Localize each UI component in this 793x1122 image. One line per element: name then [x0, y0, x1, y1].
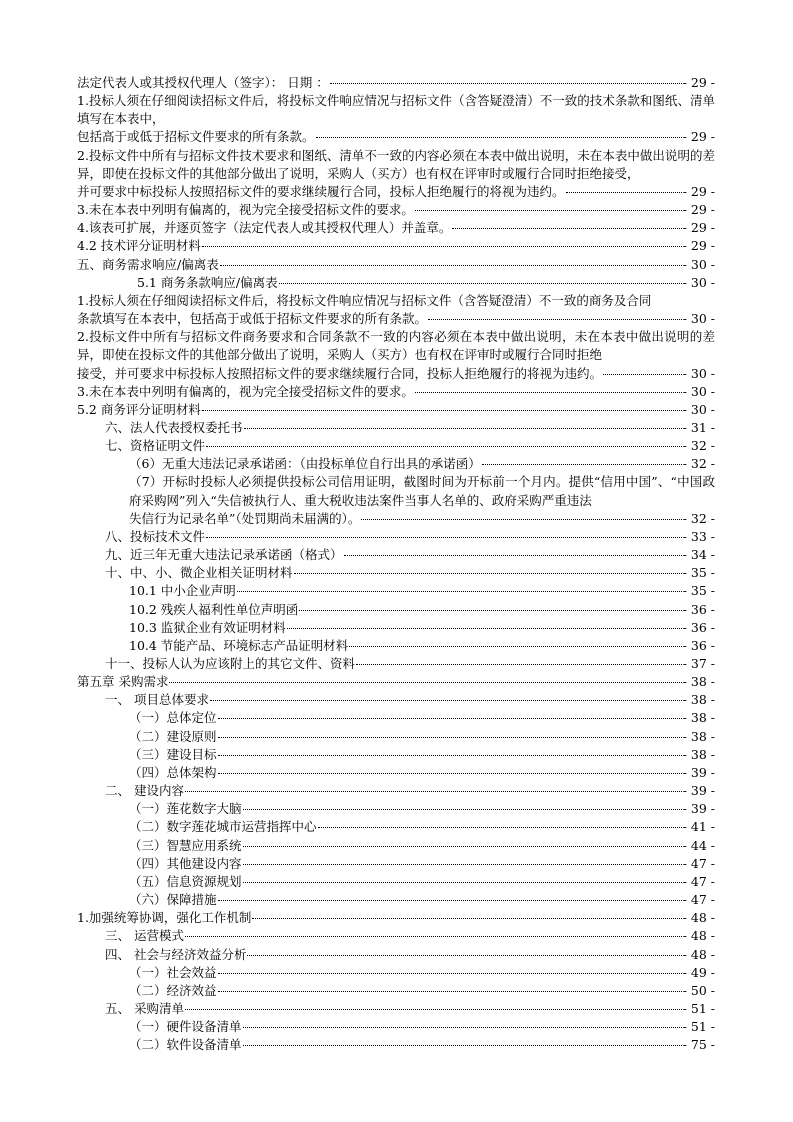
toc-entry-text: （二）经济效益 [129, 982, 217, 998]
toc-entry-text: （二）软件设备清单 [129, 1037, 242, 1053]
toc-page-number: - 31 - [682, 419, 715, 435]
toc-entry[interactable] [77, 74, 715, 92]
dot-leader [169, 682, 681, 683]
toc-entry-text: 10.2 残疾人福利性单位声明函 [129, 601, 299, 617]
toc-page-number: - 47 - [682, 892, 715, 908]
toc-entry[interactable] [77, 1000, 715, 1018]
toc-entry[interactable] [77, 92, 715, 146]
dot-leader [349, 646, 681, 647]
dot-leader [299, 610, 681, 611]
toc-entry[interactable] [77, 673, 715, 691]
toc-entry-text: 包括高于或低于招标文件要求的所有条款。 [77, 129, 315, 145]
dot-leader [428, 319, 682, 320]
toc-entry[interactable] [77, 728, 715, 746]
dot-leader [566, 192, 682, 193]
toc-entry-text: （一）硬件设备清单 [129, 1019, 242, 1035]
dot-leader [356, 664, 682, 665]
toc-entry-text-continued: 1.投标人须在仔细阅读招标文件后，将投标文件响应情况与招标文件（含答疑澄清）不一致的商务及合同 [77, 292, 652, 308]
toc-page-number: - 33 - [682, 528, 715, 544]
toc-entry-text: 5.2 商务评分证明材料 [77, 401, 201, 417]
toc-entry-text-continued: 2.投标文件中所有与招标文件商务要求和合同条款不一致的内容必须在本表中做出说明，未在本表中做出说明的差异，即使在投标文件的其他部分做出了说明，采购人（买方）也有权在评审时或履行合同时拒绝 [77, 329, 715, 363]
toc-entry-text: 条款填写在本表中，包括高于或低于招标文件要求的所有条款。 [77, 311, 428, 327]
toc-entry[interactable] [77, 764, 715, 782]
toc-page-number: - 41 - [682, 819, 715, 835]
toc-entry-text: （五）信息资源规划 [129, 873, 242, 889]
toc-page-number: - 36 - [682, 601, 715, 617]
toc-page-number: - 50 - [682, 982, 715, 998]
dot-leader [243, 864, 682, 865]
toc-entry[interactable] [77, 219, 715, 237]
toc-entry[interactable] [77, 455, 715, 473]
dot-leader [415, 392, 682, 393]
toc-page-number: - 75 - [682, 1037, 715, 1053]
toc-page-number: - 49 - [682, 964, 715, 980]
dot-leader [330, 83, 682, 84]
toc-entry[interactable] [77, 528, 715, 546]
toc-entry-text: （四）总体架构 [129, 764, 217, 780]
toc-entry-text: （一）社会效益 [129, 964, 217, 980]
toc-page-number: - 32 - [682, 438, 715, 454]
toc-entry[interactable] [77, 601, 715, 619]
toc-page-number: - 30 - [682, 383, 715, 399]
toc-page-number: - 29 - [682, 238, 715, 254]
toc-page-number: - 48 - [682, 928, 715, 944]
toc-page-number: - 47 - [682, 873, 715, 889]
dot-leader [218, 973, 682, 974]
toc-page-number: - 30 - [682, 256, 715, 272]
dot-leader [218, 718, 682, 719]
toc-page-number: - 36 - [682, 637, 715, 653]
toc-entry-text: 十一、投标人认为应该附上的其它文件、资料 [105, 656, 356, 671]
toc-page-number: - 39 - [682, 801, 715, 817]
dot-leader [243, 846, 682, 847]
dot-leader [415, 210, 682, 211]
toc-page-number: - 30 - [682, 365, 715, 381]
toc-entry[interactable] [77, 927, 715, 945]
dot-leader [243, 1027, 682, 1028]
toc-entry[interactable] [77, 818, 715, 836]
dot-leader [318, 827, 682, 828]
dot-leader [218, 755, 682, 756]
toc-entry[interactable] [77, 637, 715, 655]
toc-entry-text: 4.该表可扩展，并逐页签字（法定代表人或其授权代理人）并盖章。 [77, 220, 452, 236]
toc-entry-text: （二）数字莲花城市运营指挥中心 [129, 819, 317, 835]
dot-leader [603, 374, 682, 375]
toc-entry[interactable] [77, 401, 715, 419]
toc-page-number: - 32 - [682, 456, 715, 472]
toc-page-number: - 38 - [682, 746, 715, 762]
toc-page-number: - 37 - [682, 656, 715, 671]
dot-leader [185, 1009, 682, 1010]
toc-entry[interactable] [77, 1036, 715, 1054]
toc-entry[interactable] [77, 437, 715, 455]
toc-page-number: - 38 - [682, 674, 715, 690]
toc-entry-text: （四）其他建设内容 [129, 855, 242, 871]
toc-entry[interactable] [77, 546, 715, 564]
toc-page-number: - 29 - [682, 183, 715, 199]
toc-entry-text: 第五章 采购需求 [77, 674, 169, 690]
toc-entry-text: 一、 项目总体要求 [105, 692, 209, 708]
toc-entry-text: （二）建设原则 [129, 728, 217, 744]
toc-page-number: - 29 - [682, 220, 715, 236]
toc-entry[interactable] [77, 782, 715, 800]
toc-page-number: - 48 - [682, 910, 715, 926]
toc-entry-text: （6）无重大违法记录承诺函：（由投标单位自行出具的承诺函） [129, 456, 481, 472]
toc-page-number: - 30 - [682, 274, 715, 290]
dot-leader [482, 464, 682, 465]
toc-entry[interactable] [77, 564, 715, 582]
toc-page-number: - 39 - [682, 783, 715, 799]
toc-entry[interactable] [77, 691, 715, 709]
toc-page-number: - 38 - [682, 728, 715, 744]
toc-page-number: - 29 - [682, 75, 715, 90]
toc-entry-text: 五、 采购清单 [105, 1000, 184, 1016]
toc-entry-text: 失信行为记录名单”（处罚期尚未届满的）。 [129, 510, 361, 526]
toc-page-number: - 35 - [682, 583, 715, 599]
toc-page-number: - 44 - [682, 837, 715, 853]
toc-entry[interactable] [77, 1018, 715, 1036]
toc-entry[interactable] [77, 419, 715, 437]
dot-leader [452, 228, 681, 229]
toc-page-number: - 29 - [682, 202, 715, 218]
table-of-contents [77, 74, 715, 1054]
toc-entry-text: 六、法人代表授权委托书 [105, 419, 243, 435]
toc-entry[interactable] [77, 909, 715, 927]
toc-page-number: - 48 - [682, 946, 715, 962]
toc-entry-text: 5.1 商务条款响应/偏离表 [137, 274, 278, 290]
toc-entry-text: 10.3 监狱企业有效证明材料 [129, 619, 286, 635]
dot-leader [218, 991, 682, 992]
dot-leader [202, 410, 682, 411]
toc-entry-text-continued: 2.投标文件中所有与招标文件技术要求和图纸、清单不一致的内容必须在本表中做出说明，未在本表中做出说明的差异，即使在投标文件的其他部分做出了说明，采购人（买方）也有权在评审时或履行合同时拒绝接受， [77, 147, 715, 181]
toc-entry[interactable] [77, 800, 715, 818]
toc-entry-text: 3.未在本表中列明有偏离的，视为完全接受招标文件的要求。 [77, 383, 414, 399]
toc-entry-text: 二、 建设内容 [105, 783, 184, 799]
toc-entry-text: 四、 社会与经济效益分析 [105, 946, 247, 962]
toc-entry-text: （一）莲花数字大脑 [129, 801, 242, 817]
toc-entry-text: （六）保障措施 [129, 892, 217, 908]
toc-entry[interactable] [77, 891, 715, 909]
toc-page-number: - 30 - [682, 311, 715, 327]
toc-entry-text: 4.2 技术评分证明材料 [77, 238, 201, 254]
toc-entry[interactable] [77, 964, 715, 982]
toc-entry[interactable] [77, 746, 715, 764]
toc-entry-text: 三、 运营模式 [105, 928, 184, 944]
toc-entry-text: 五、商务需求响应/偏离表 [77, 256, 219, 272]
toc-entry[interactable] [77, 837, 715, 855]
toc-entry[interactable] [77, 292, 715, 328]
toc-entry-text: 七、资格证明文件 [105, 438, 206, 454]
toc-entry[interactable] [77, 256, 715, 274]
dot-leader [220, 265, 682, 266]
toc-entry[interactable] [77, 237, 715, 255]
toc-entry[interactable] [77, 619, 715, 637]
toc-page-number: - 30 - [682, 401, 715, 417]
dot-leader [185, 791, 682, 792]
dot-leader [243, 809, 682, 810]
toc-entry-text: 并可要求中标投标人按照招标文件的要求继续履行合同，投标人拒绝履行的将视为违约。 [77, 183, 565, 199]
dot-leader [279, 283, 682, 284]
toc-page-number: - 32 - [682, 510, 715, 526]
toc-entry-text: 十、中、小、微企业相关证明材料 [105, 565, 293, 581]
toc-page-number: - 36 - [682, 619, 715, 635]
toc-entry-text: （一）总体定位 [129, 710, 217, 726]
toc-entry-text-continued: （7）开标时投标人必须提供投标公司信用证明，截图时间为开标前一个月内。提供“信用中国”、“中国政府采购网”列入“失信被执行人、重大税收违法案件当事人名单的、政府采购严重违法 [129, 474, 715, 508]
toc-page-number: - 51 - [682, 1000, 715, 1016]
toc-entry[interactable] [77, 473, 715, 527]
toc-page-number: - 34 - [682, 547, 715, 563]
dot-leader [218, 900, 682, 901]
toc-entry-text: 九、近三年无重大违法记录承诺函（格式） [105, 547, 343, 563]
toc-entry[interactable] [77, 855, 715, 873]
dot-leader [344, 555, 682, 556]
dot-leader [244, 428, 682, 429]
toc-page-number: - 29 - [682, 129, 715, 145]
toc-page-number: - 35 - [682, 565, 715, 581]
dot-leader [218, 773, 682, 774]
dot-leader [243, 882, 682, 883]
dot-leader [287, 628, 682, 629]
dot-leader [218, 737, 682, 738]
dot-leader [247, 955, 681, 956]
toc-entry[interactable] [77, 328, 715, 382]
dot-leader [252, 918, 681, 919]
dot-leader [206, 446, 682, 447]
toc-page-number: - 38 - [682, 710, 715, 726]
toc-entry[interactable] [77, 946, 715, 964]
toc-entry[interactable] [77, 982, 715, 1000]
toc-entry-text: 接受，并可要求中标投标人按照招标文件的要求继续履行合同，投标人拒绝履行的将视为违约。 [77, 365, 603, 381]
dot-leader [210, 700, 682, 701]
toc-entry-text: 法定代表人或其授权代理人（签字）： 日期 ： [77, 75, 329, 90]
toc-entry-text: 10.1 中小企业声明 [129, 583, 236, 599]
toc-entry-text: 1.加强统筹协调，强化工作机制 [77, 910, 252, 926]
toc-page-number: - 47 - [682, 855, 715, 871]
toc-entry[interactable] [77, 383, 715, 401]
toc-entry-text: （三）智慧应用系统 [129, 837, 242, 853]
toc-entry-text: 3.未在本表中列明有偏离的，视为完全接受招标文件的要求。 [77, 202, 414, 218]
dot-leader [185, 936, 682, 937]
toc-entry[interactable] [77, 147, 715, 201]
dot-leader [206, 537, 682, 538]
toc-entry[interactable] [77, 709, 715, 727]
toc-page-number: - 51 - [682, 1019, 715, 1035]
dot-leader [294, 573, 682, 574]
dot-leader [202, 246, 682, 247]
toc-page-number: - 38 - [682, 692, 715, 708]
dot-leader [361, 519, 681, 520]
dot-leader [316, 137, 682, 138]
toc-page-number: - 39 - [682, 764, 715, 780]
toc-entry[interactable] [77, 873, 715, 891]
toc-entry[interactable] [77, 582, 715, 600]
toc-entry-text-continued: 1.投标人须在仔细阅读招标文件后，将投标文件响应情况与招标文件（含答疑澄清）不一致的技术条款和图纸、清单填写在本表中， [77, 93, 715, 127]
dot-leader [237, 591, 682, 592]
toc-entry[interactable] [77, 201, 715, 219]
toc-entry[interactable] [77, 274, 715, 292]
toc-entry-text: 10.4 节能产品、环境标志产品证明材料 [129, 637, 349, 653]
toc-entry[interactable] [77, 655, 715, 673]
toc-entry-text: （三）建设目标 [129, 746, 217, 762]
dot-leader [243, 1045, 682, 1046]
toc-entry-text: 八、投标技术文件 [105, 528, 206, 544]
